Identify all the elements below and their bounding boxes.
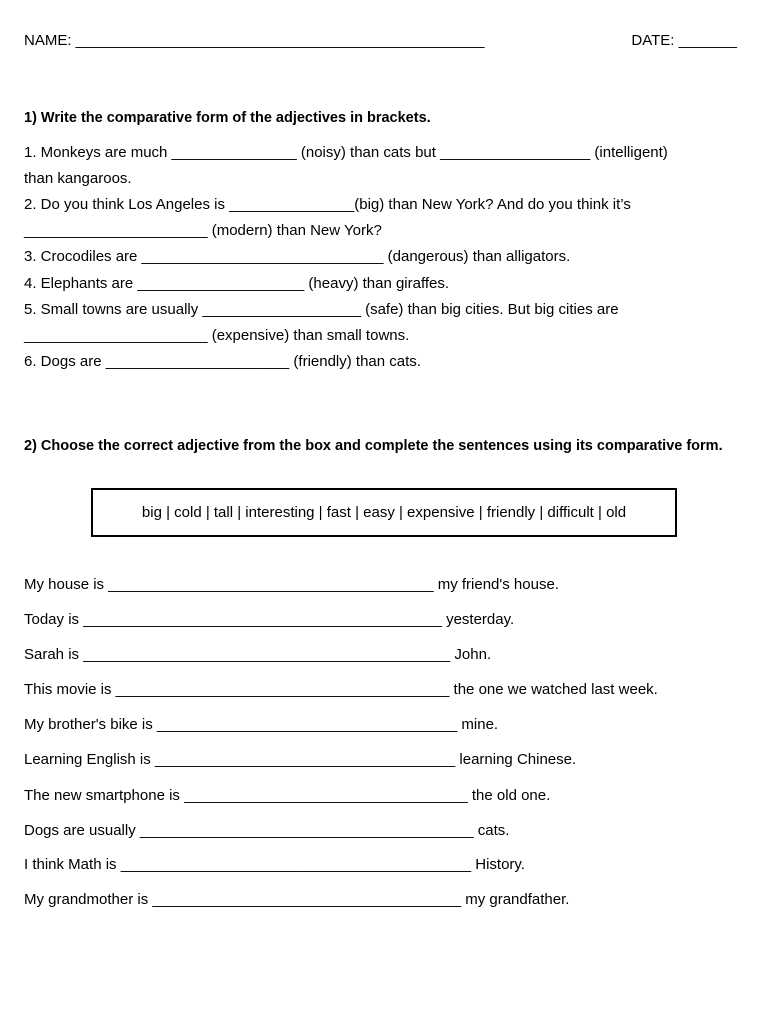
exercise2-sentence[interactable]: Today is ___________________________________________ yesterday. bbox=[24, 611, 515, 628]
exercise1-line[interactable]: ______________________ (modern) than New York? bbox=[24, 222, 382, 239]
exercise1-line[interactable]: 4. Elephants are ____________________ (heavy) than giraffes. bbox=[24, 275, 450, 292]
exercise1-line[interactable]: 1. Monkeys are much _______________ (noisy) than cats but __________________ (intelligent) bbox=[24, 144, 668, 161]
exercise2-sentence[interactable]: Sarah is ____________________________________________ John. bbox=[24, 646, 492, 663]
exercise1-line[interactable]: 2. Do you think Los Angeles is _______________(big) than New York? And do you think it’s bbox=[24, 196, 631, 213]
section2-heading: 2) Choose the correct adjective from the box and complete the sentences using its comparative form. bbox=[24, 438, 723, 454]
word-box bbox=[91, 488, 677, 537]
exercise2-sentence[interactable]: My brother's bike is ____________________________________ mine. bbox=[24, 716, 499, 733]
exercise2-sentence[interactable]: This movie is ________________________________________ the one we watched last week. bbox=[24, 681, 658, 698]
name-field[interactable]: NAME: _________________________________________________ bbox=[24, 32, 485, 49]
exercise2-sentence[interactable]: My house is _______________________________________ my friend's house. bbox=[24, 576, 559, 593]
exercise2-sentence[interactable]: Dogs are usually ________________________________________ cats. bbox=[24, 822, 510, 839]
exercise1-line: than kangaroos. bbox=[24, 170, 132, 187]
section1-heading: 1) Write the comparative form of the adjectives in brackets. bbox=[24, 110, 431, 126]
word-box-text: big | cold | tall | interesting | fast | easy | expensive | friendly | difficult | old bbox=[141, 504, 627, 521]
date-field[interactable]: DATE: _______ bbox=[631, 32, 737, 49]
exercise1-line[interactable]: 3. Crocodiles are _____________________________ (dangerous) than alligators. bbox=[24, 248, 571, 265]
exercise2-sentence[interactable]: I think Math is __________________________________________ History. bbox=[24, 856, 525, 873]
exercise2-sentence[interactable]: Learning English is ____________________________________ learning Chinese. bbox=[24, 751, 577, 768]
exercise1-line[interactable]: ______________________ (expensive) than small towns. bbox=[24, 327, 410, 344]
exercise1-line[interactable]: 6. Dogs are ______________________ (friendly) than cats. bbox=[24, 353, 421, 370]
exercise1-line[interactable]: 5. Small towns are usually ___________________ (safe) than big cities. But big cities are bbox=[24, 301, 619, 318]
exercise2-sentence[interactable]: The new smartphone is __________________________________ the old one. bbox=[24, 787, 551, 804]
exercise2-sentence[interactable]: My grandmother is _____________________________________ my grandfather. bbox=[24, 891, 570, 908]
